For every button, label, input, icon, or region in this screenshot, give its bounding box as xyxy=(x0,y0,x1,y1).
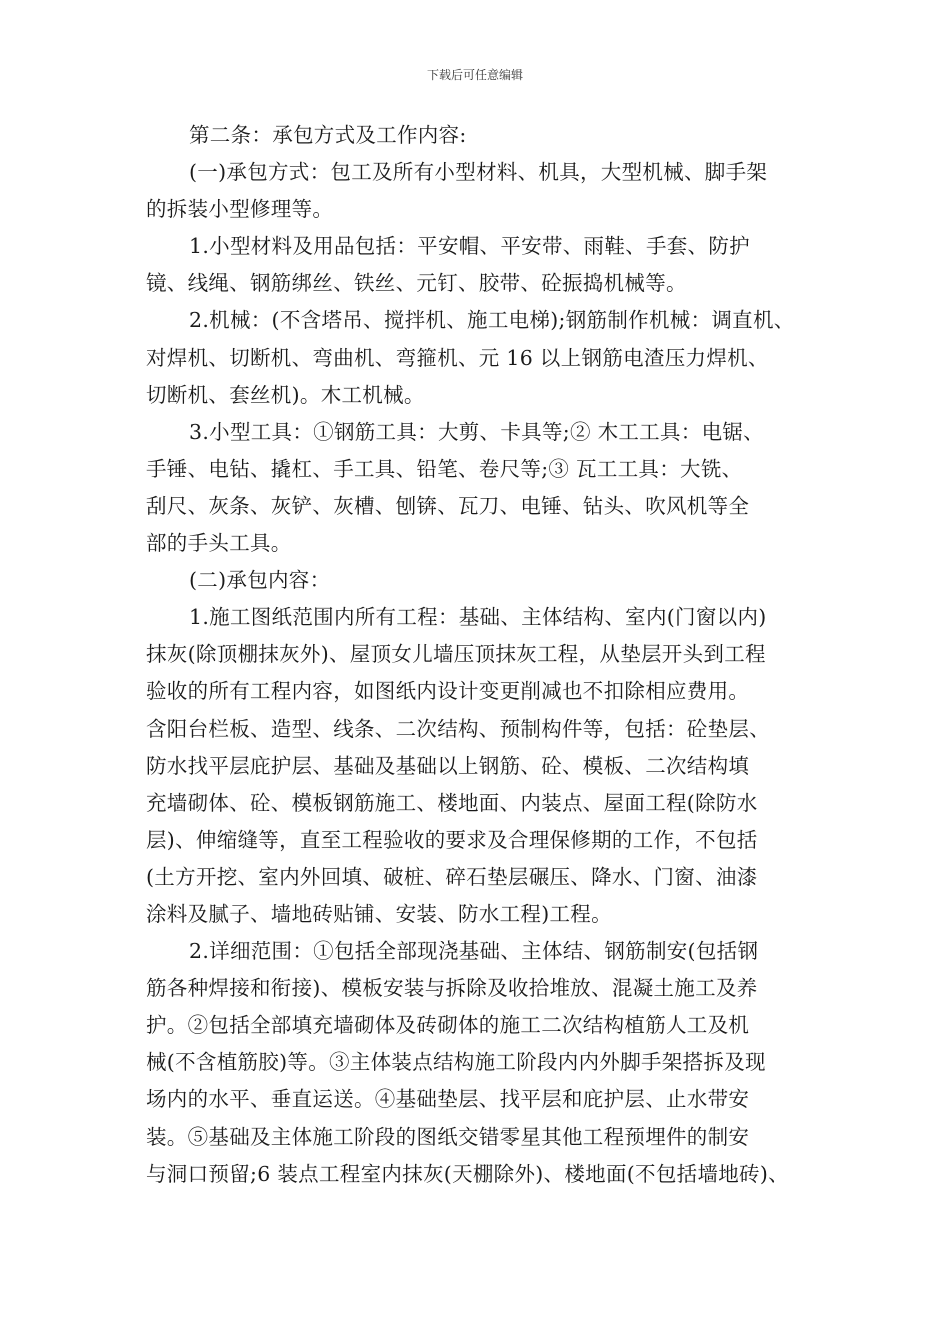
text-line: 涂料及腻子、墙地砖贴铺、安装、防水工程)工程。 xyxy=(146,901,612,926)
text-line: 2.详细范围：①包括全部现浇基础、主体结、钢筋制安(包括钢 xyxy=(189,939,759,964)
paragraph-construction-scope xyxy=(146,599,826,933)
text-line: 第二条：承包方式及工作内容: xyxy=(189,123,467,147)
paragraph-small-materials xyxy=(146,228,826,302)
text-line: (二)承包内容： xyxy=(189,568,331,593)
text-line: 场内的水平、垂直运送。④基础垫层、找平层和庇护层、止水带安 xyxy=(146,1087,750,1112)
paragraph-contract-method xyxy=(146,154,826,228)
text-line: 械(不含植筋胶)等。③主体装点结构施工阶段内内外脚手架搭拆及现 xyxy=(146,1050,766,1075)
paragraph-machinery xyxy=(146,302,826,413)
document-body xyxy=(146,117,826,1193)
text-line: 对焊机、切断机、弯曲机、弯箍机、元 16 以上钢筋电渣压力焊机、 xyxy=(146,345,769,370)
text-line: 刮尺、灰条、灰铲、灰槽、刨锛、瓦刀、电锤、钻头、吹风机等全 xyxy=(146,493,750,518)
text-line: 验收的所有工程内容，如图纸内设计变更削减也不扣除相应费用。 xyxy=(146,679,750,704)
text-line: 切断机、套丝机)。木工机械。 xyxy=(146,382,425,407)
text-line: 防水找平层庇护层、基础及基础以上钢筋、砼、模板、二次结构填 xyxy=(146,753,750,778)
text-line: 充墙砌体、砼、模板钢筋施工、楼地面、内装点、屋面工程(除防水 xyxy=(146,790,758,815)
paragraph-small-tools xyxy=(146,414,826,562)
text-line: 层)、伸缩缝等，直至工程验收的要求及合理保修期的工作，不包括 xyxy=(146,827,758,852)
text-line: 筋各种焊接和衔接)、模板安装与拆除及收拾堆放、混凝土施工及养 xyxy=(146,976,758,1001)
text-line: 镜、线绳、钢筋绑丝、铁丝、元钉、胶带、砼振捣机械等。 xyxy=(146,271,687,296)
text-line: 装。⑤基础及主体施工阶段的图纸交错零星其他工程预埋件的制安 xyxy=(146,1124,750,1149)
text-line: 手锤、电钻、撬杠、手工具、铅笔、卷尺等;③ 瓦工工具：大铣、 xyxy=(146,456,743,481)
text-line: 与洞口预留;6 装点工程室内抹灰(天棚除外)、楼地面(不包括墙地砖)、 xyxy=(146,1161,789,1186)
paragraph-detailed-scope xyxy=(146,933,826,1193)
page-header-note: 下载后可任意编辑 xyxy=(426,68,523,82)
text-line: 的拆装小型修理等。 xyxy=(146,197,334,222)
text-line: 2.机械：(不含塔吊、搅拌机、施工电梯);钢筋制作机械：调直机、 xyxy=(189,308,795,333)
text-line: (一)承包方式：包工及所有小型材料、机具，大型机械、脚手架 xyxy=(189,160,768,185)
text-line: (土方开挖、室内外回填、破桩、碎石垫层碾压、降水、门窗、油漆 xyxy=(146,864,758,889)
text-line: 含阳台栏板、造型、线条、二次结构、预制构件等，包括：砼垫层、 xyxy=(146,716,770,741)
text-line: 1.小型材料及用品包括：平安帽、平安带、雨鞋、手套、防护 xyxy=(189,234,750,259)
text-line: 部的手头工具。 xyxy=(146,531,292,556)
article-heading xyxy=(146,117,826,154)
text-line: 护。②包括全部填充墙砌体及砖砌体的施工二次结构植筋人工及机 xyxy=(146,1013,750,1038)
text-line: 1.施工图纸范围内所有工程：基础、主体结构、室内(门窗以内) xyxy=(189,605,767,630)
text-line: 抹灰(除顶棚抹灰外)、屋顶女儿墙压顶抹灰工程，从垫层开头到工程 xyxy=(146,642,766,667)
text-line: 3.小型工具：①钢筋工具：大剪、卡具等;② 木工工具：电锯、 xyxy=(189,419,764,444)
section-heading-contract-content xyxy=(146,562,826,599)
